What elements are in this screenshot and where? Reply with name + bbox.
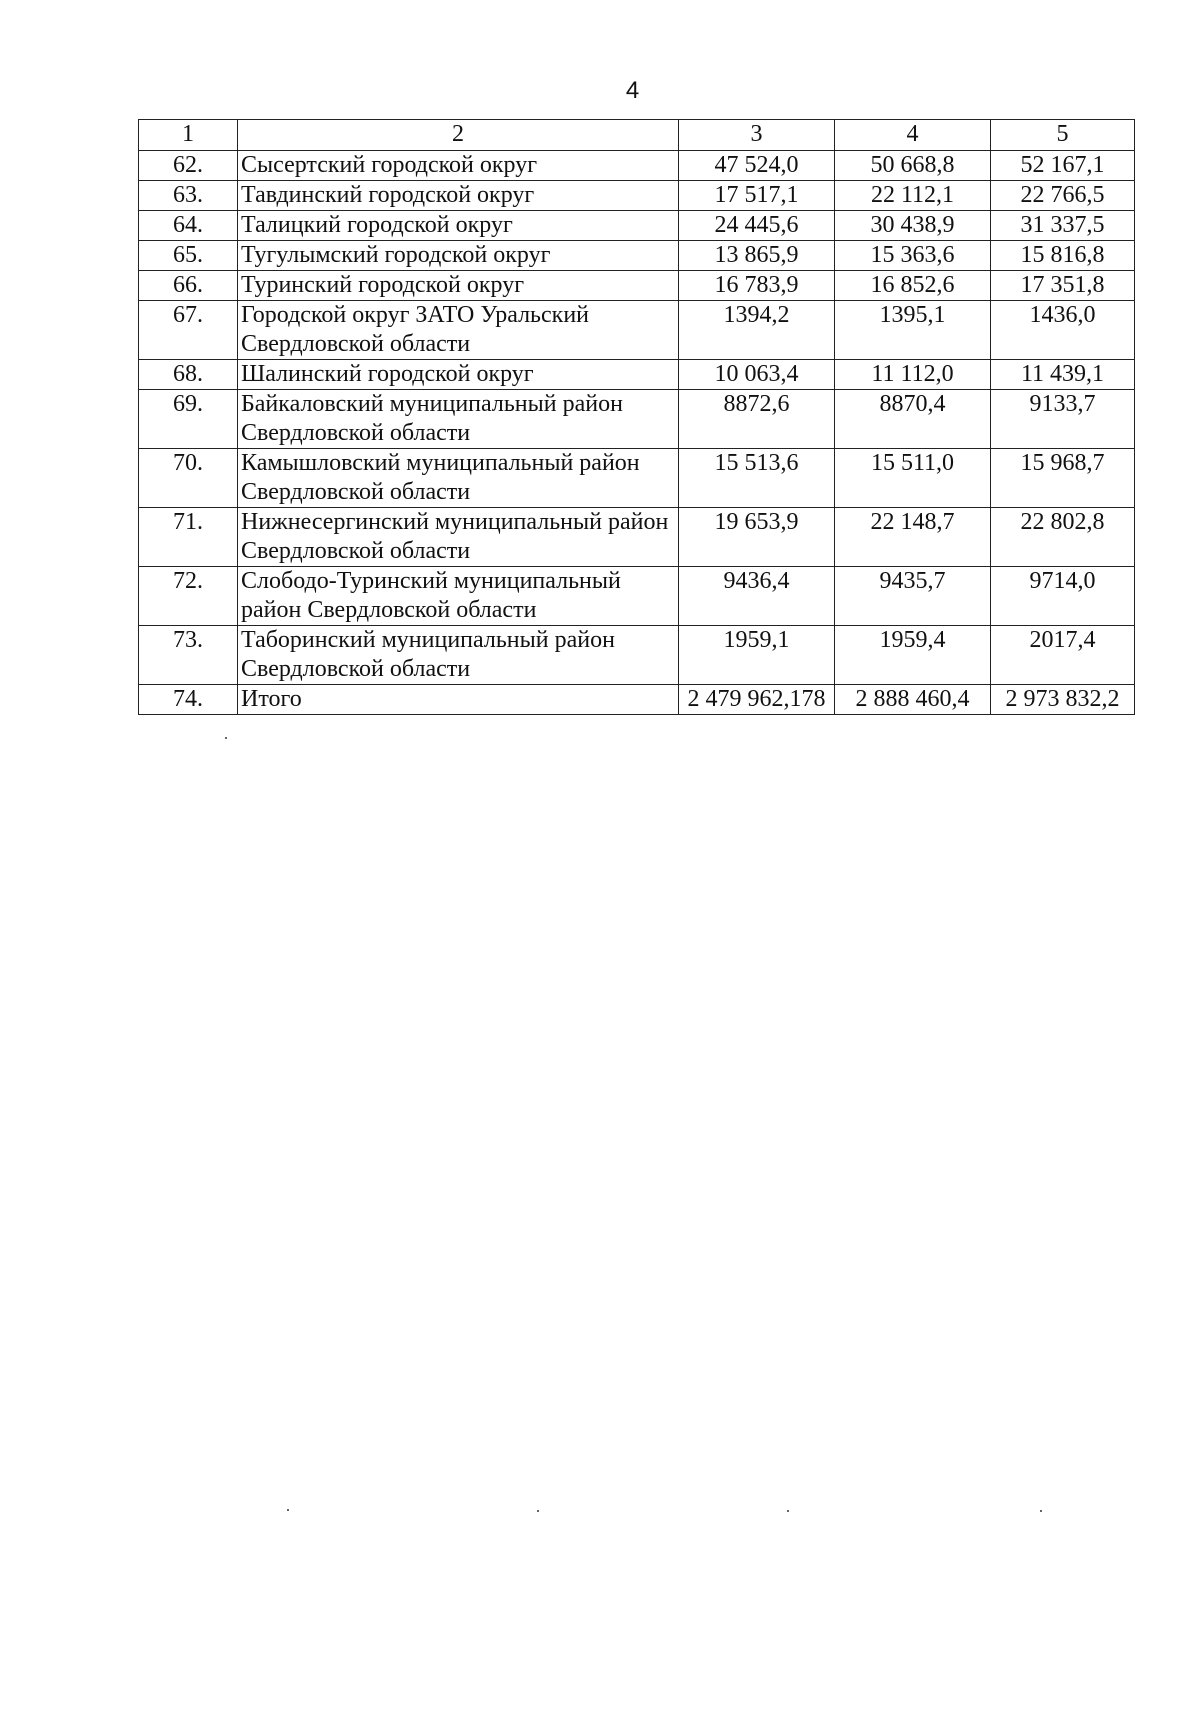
row-number: 68. <box>139 360 238 390</box>
table-row <box>139 449 1135 508</box>
value-col-4: 8870,4 <box>835 390 991 449</box>
row-number: 69. <box>139 390 238 449</box>
row-number: 71. <box>139 508 238 567</box>
value-col-5: 15 968,7 <box>991 449 1135 508</box>
total-col-5: 2 973 832,2 <box>991 685 1135 715</box>
row-number: 65. <box>139 241 238 271</box>
value-col-4: 22 148,7 <box>835 508 991 567</box>
table-row <box>139 151 1135 181</box>
municipality-name: Талицкий городской округ <box>238 211 679 241</box>
municipality-name: Таборинский муниципальный район Свердловской области <box>238 626 679 685</box>
table-row <box>139 626 1135 685</box>
row-number: 64. <box>139 211 238 241</box>
value-col-3: 13 865,9 <box>679 241 835 271</box>
total-col-3: 2 479 962,178 <box>679 685 835 715</box>
table-row <box>139 508 1135 567</box>
value-col-3: 19 653,9 <box>679 508 835 567</box>
municipality-name: Туринский городской округ <box>238 271 679 301</box>
municipality-name: Городской округ ЗАТО Уральский Свердловской области <box>238 301 679 360</box>
value-col-3: 8872,6 <box>679 390 835 449</box>
value-col-3: 10 063,4 <box>679 360 835 390</box>
column-header: 3 <box>679 120 835 151</box>
row-number: 62. <box>139 151 238 181</box>
value-col-4: 16 852,6 <box>835 271 991 301</box>
table-row <box>139 241 1135 271</box>
table-row <box>139 211 1135 241</box>
row-number: 70. <box>139 449 238 508</box>
column-header: 4 <box>835 120 991 151</box>
table-row <box>139 390 1135 449</box>
value-col-5: 11 439,1 <box>991 360 1135 390</box>
value-col-5: 9714,0 <box>991 567 1135 626</box>
value-col-3: 24 445,6 <box>679 211 835 241</box>
municipality-name: Тугулымский городской округ <box>238 241 679 271</box>
row-number: 63. <box>139 181 238 211</box>
value-col-5: 22 766,5 <box>991 181 1135 211</box>
value-col-5: 9133,7 <box>991 390 1135 449</box>
table-row <box>139 181 1135 211</box>
value-col-4: 50 668,8 <box>835 151 991 181</box>
value-col-4: 15 511,0 <box>835 449 991 508</box>
row-number: 74. <box>139 685 238 715</box>
value-col-5: 31 337,5 <box>991 211 1135 241</box>
value-col-5: 2017,4 <box>991 626 1135 685</box>
total-col-4: 2 888 460,4 <box>835 685 991 715</box>
value-col-4: 9435,7 <box>835 567 991 626</box>
value-col-3: 1394,2 <box>679 301 835 360</box>
table-row-total <box>139 685 1135 715</box>
municipality-name: Байкаловский муниципальный район Свердловской области <box>238 390 679 449</box>
municipality-name: Камышловский муниципальный район Свердловской области <box>238 449 679 508</box>
value-col-3: 16 783,9 <box>679 271 835 301</box>
municipality-name: Шалинский городской округ <box>238 360 679 390</box>
value-col-5: 52 167,1 <box>991 151 1135 181</box>
row-number: 67. <box>139 301 238 360</box>
column-header: 1 <box>139 120 238 151</box>
table-header-row <box>139 120 1135 151</box>
budget-table <box>138 119 1135 715</box>
total-label: Итого <box>238 685 679 715</box>
table-row <box>139 301 1135 360</box>
row-number: 66. <box>139 271 238 301</box>
row-number: 73. <box>139 626 238 685</box>
value-col-3: 47 524,0 <box>679 151 835 181</box>
municipality-name: Тавдинский городской округ <box>238 181 679 211</box>
value-col-3: 17 517,1 <box>679 181 835 211</box>
table-row <box>139 567 1135 626</box>
value-col-4: 22 112,1 <box>835 181 991 211</box>
value-col-5: 1436,0 <box>991 301 1135 360</box>
page-number: 4 <box>625 77 640 104</box>
value-col-4: 1959,4 <box>835 626 991 685</box>
column-header: 5 <box>991 120 1135 151</box>
value-col-4: 11 112,0 <box>835 360 991 390</box>
municipality-name: Сысертский городской округ <box>238 151 679 181</box>
value-col-3: 15 513,6 <box>679 449 835 508</box>
municipality-name: Слободо-Туринский муниципальный район Свердловской области <box>238 567 679 626</box>
value-col-4: 30 438,9 <box>835 211 991 241</box>
column-header: 2 <box>238 120 679 151</box>
value-col-4: 15 363,6 <box>835 241 991 271</box>
row-number: 72. <box>139 567 238 626</box>
value-col-3: 9436,4 <box>679 567 835 626</box>
value-col-5: 22 802,8 <box>991 508 1135 567</box>
value-col-5: 17 351,8 <box>991 271 1135 301</box>
value-col-4: 1395,1 <box>835 301 991 360</box>
municipality-name: Нижнесергинский муниципальный район Свердловской области <box>238 508 679 567</box>
value-col-5: 15 816,8 <box>991 241 1135 271</box>
table-row <box>139 271 1135 301</box>
value-col-3: 1959,1 <box>679 626 835 685</box>
table-row <box>139 360 1135 390</box>
